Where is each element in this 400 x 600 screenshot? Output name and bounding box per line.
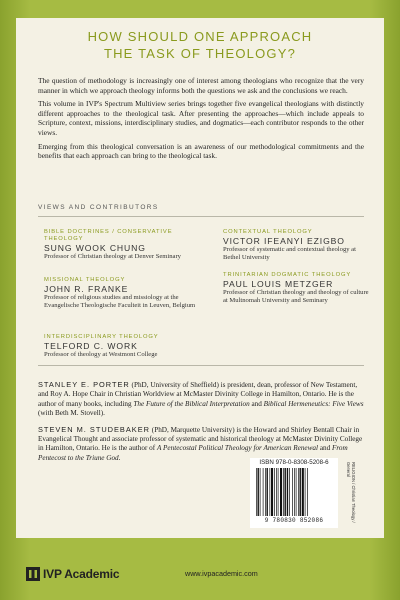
contributor-view: CONTEXTUAL THEOLOGY bbox=[223, 229, 313, 235]
footer bbox=[0, 538, 400, 600]
contributor-view: MISSIONAL THEOLOGY bbox=[44, 277, 126, 283]
editor-bio: STEVEN M. STUDEBAKER (PhD, Marquette University) is the Howard and Shirley Bentall Chair in Evangelical Thought and associate professor of systematic and historical theology at McMaster Divinity College in Hamilton, Ontario. He is the author of A Pentecostal Political Theology for American Renewal and From Pentecost to the Triune God. bbox=[38, 424, 363, 462]
views-contributors-label: VIEWS AND CONTRIBUTORS bbox=[38, 204, 159, 211]
editor-name: STEVEN M. STUDEBAKER bbox=[38, 424, 150, 434]
book-title: Biblical Hermeneutics: Five Views bbox=[263, 399, 364, 408]
contributor bbox=[223, 229, 363, 262]
contributor-desc: Professor of Christian theology and theology of culture at Multnomah University and Seminary bbox=[223, 289, 369, 304]
intro-paragraph: Emerging from this theological conversation is an awareness of our methodological commitments and the benefits that each approach can bring to the theological task. bbox=[38, 141, 364, 161]
contributor bbox=[44, 229, 204, 261]
barcode-box bbox=[250, 458, 338, 528]
divider bbox=[38, 216, 364, 217]
contributor-name: VICTOR IFEANYI EZIGBO bbox=[223, 236, 345, 246]
intro-paragraph: The question of methodology is increasingly one of interest among theologians who recognize that the very manner in which we approach theology informs both the questions we ask and the conclusions we reach. bbox=[38, 76, 364, 95]
contributor-name: JOHN R. FRANKE bbox=[44, 284, 129, 294]
contributor-desc: Professor of systematic and contextual theology at Bethel University bbox=[223, 246, 356, 261]
contributor-view: INTERDISCIPLINARY THEOLOGY bbox=[44, 334, 159, 340]
heading-line-1: HOW SHOULD ONE APPROACH bbox=[87, 29, 313, 44]
contributor-view: BIBLE DOCTRINES / CONSERVATIVE THEOLOGY bbox=[44, 229, 173, 242]
bisac-category: RELIGION / Christian Theology / General bbox=[346, 462, 356, 523]
contributor-name: SUNG WOOK CHUNG bbox=[44, 243, 146, 253]
author-bios bbox=[38, 380, 364, 469]
cover-heading bbox=[16, 28, 384, 62]
editor-name: STANLEY E. PORTER bbox=[38, 380, 130, 389]
contributor-view: TRINITARIAN DOGMATIC THEOLOGY bbox=[223, 272, 352, 278]
contributor-desc: Professor of Christian theology at Denver Seminary bbox=[44, 253, 181, 260]
divider bbox=[38, 365, 364, 366]
contributor-desc: Professor of theology at Westmont College bbox=[44, 351, 158, 358]
barcode-number: 9 780830 852086 bbox=[264, 517, 324, 524]
contributor-name: TELFORD C. WORK bbox=[44, 341, 138, 351]
website-link[interactable]: www.ivpacademic.com bbox=[185, 569, 258, 578]
intro-text bbox=[38, 76, 364, 165]
intro-paragraph: This volume in IVP's Spectrum Multiview series brings together five evangelical theologians with distinctly different approaches to the theological task. After presenting the approaches—which include appeals to Scripture, context, missions, interdisciplinary studies, and dogmatics—each contributor responds to the other views. bbox=[38, 99, 364, 137]
publisher-name: IVP Academic bbox=[43, 567, 120, 581]
ivp-logo-icon bbox=[26, 567, 40, 581]
book-title: The Future of the Biblical Interpretation bbox=[133, 399, 250, 408]
book-title: A Pentecostal Political Theology for American Renewal bbox=[156, 444, 319, 453]
contributor-desc: Professor of religious studies and missiology at the Evangelische Theologische Faculteit in Leuven, Belgium bbox=[44, 294, 196, 309]
contributor bbox=[223, 272, 373, 305]
isbn-text: ISBN 978-0-8308-5208-6 bbox=[259, 459, 329, 466]
contributor-name: PAUL LOUIS METZGER bbox=[223, 279, 334, 289]
book-title: From Pentecost to the Triune God bbox=[38, 444, 348, 462]
publisher-logo bbox=[26, 566, 119, 582]
contributor bbox=[44, 334, 214, 359]
barcode-icon bbox=[255, 468, 333, 516]
editor-bio: STANLEY E. PORTER (PhD, University of Sheffield) is president, dean, professor of New Testament, and Roy A. Hope Chair in Christian Worldview at McMaster Divinity College in Hamilton, Ontario. He is the author of many books, including The Future of the Biblical Interpretation and Biblical Hermeneutics: Five Views (with Beth M. Stovell). bbox=[38, 380, 364, 418]
contributor bbox=[44, 277, 214, 310]
heading-line-2: THE TASK OF THEOLOGY? bbox=[103, 46, 297, 61]
